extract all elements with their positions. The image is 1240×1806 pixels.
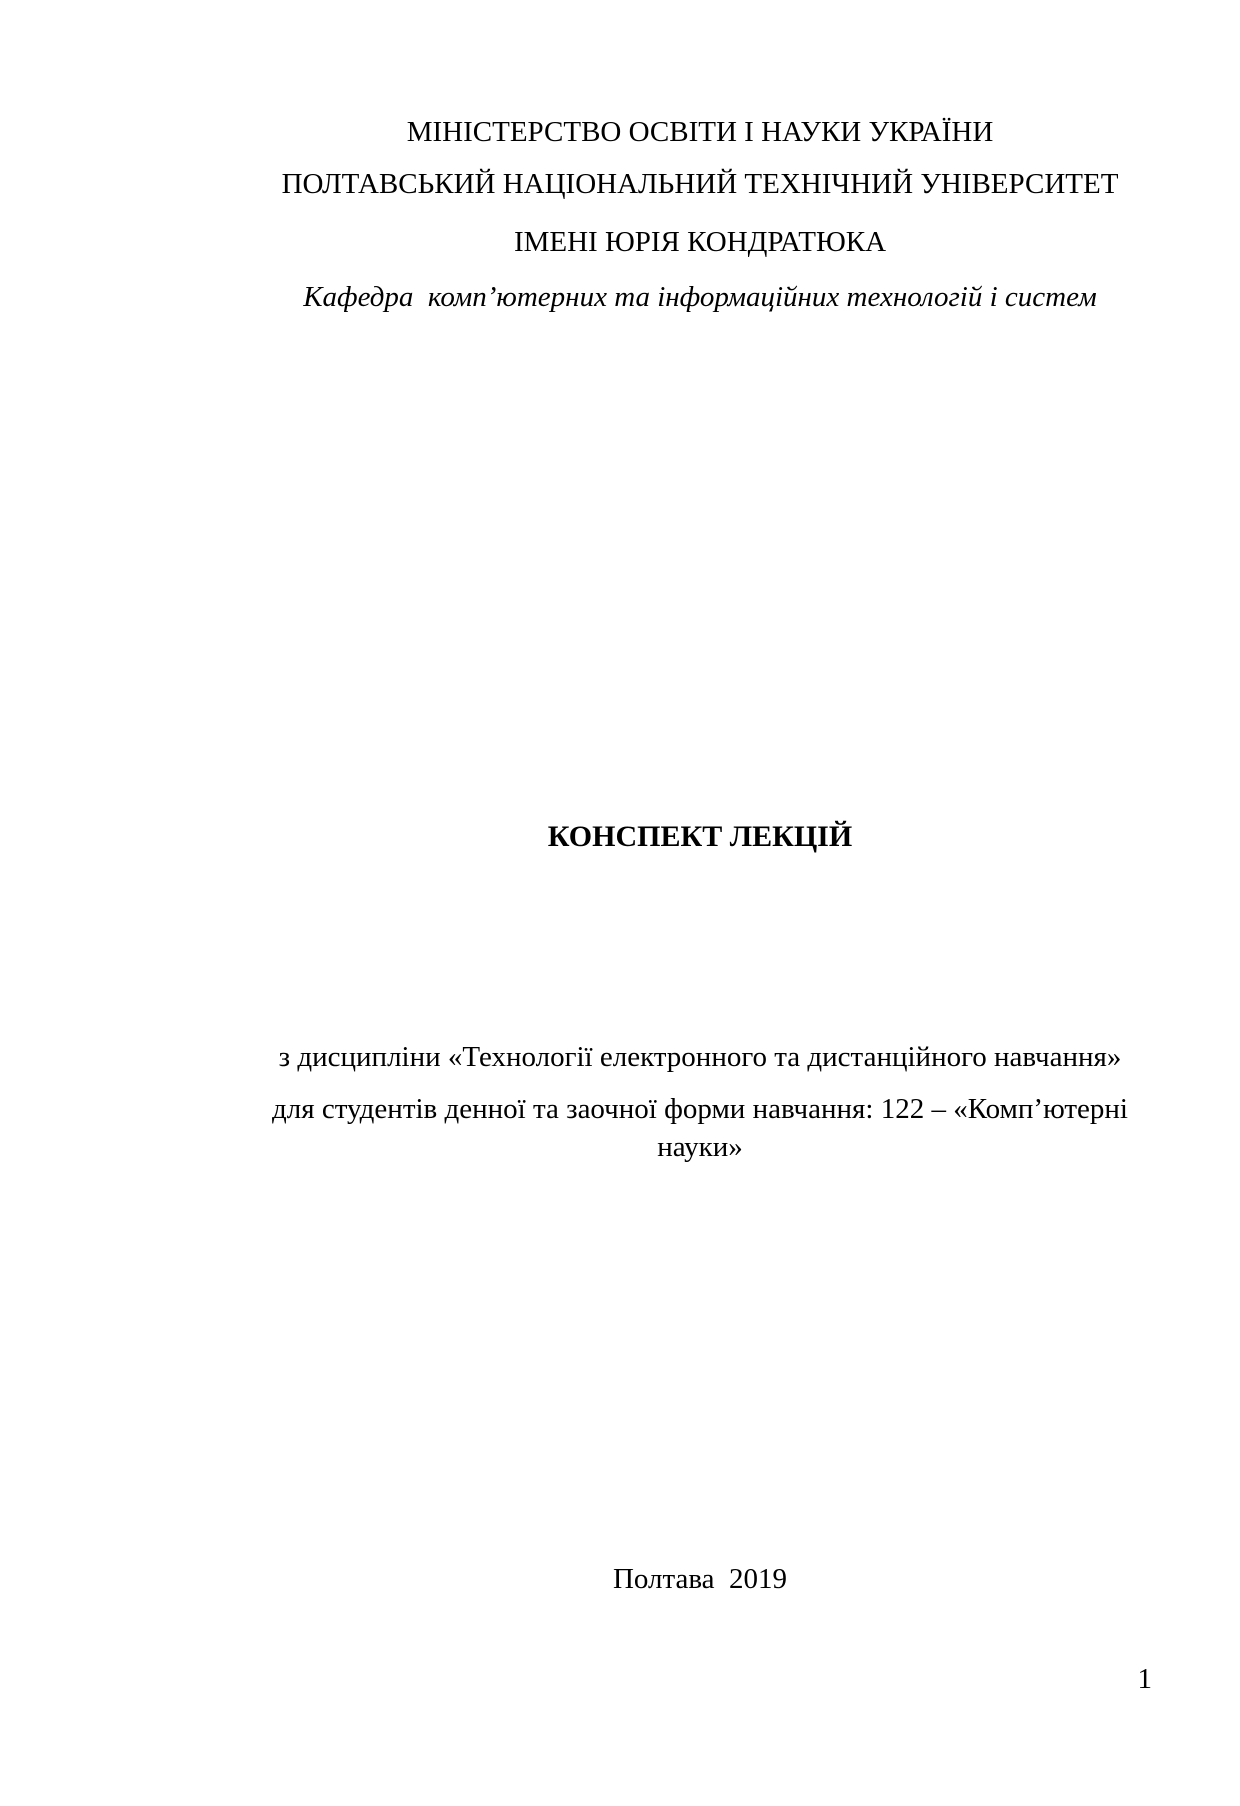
ministry-line: МІНІСТЕРСТВО ОСВІТИ І НАУКИ УКРАЇНИ: [406, 116, 994, 148]
imprint-city-year: Полтава 2019: [612, 1563, 788, 1595]
document-title: КОНСПЕКТ ЛЕКЦІЙ: [547, 820, 853, 853]
page-number: 1: [1137, 1663, 1152, 1695]
university-name-line-1: ПОЛТАВСЬКИЙ НАЦІОНАЛЬНИЙ ТЕХНІЧНИЙ УНІВЕРСИТЕТ: [281, 168, 1119, 200]
university-name-line-2: ІМЕНІ ЮРІЯ КОНДРАТЮКА: [513, 226, 887, 258]
department-line: Кафедра комп’ютерних та інформаційних технологій і систем: [303, 281, 1097, 313]
subtitle-audience-line-wrap: науки»: [657, 1131, 743, 1163]
subtitle-audience-line: для студентів денної та заочної форми навчання: 122 – «Комп’ютерні: [272, 1093, 1128, 1125]
subtitle-discipline-line: з дисципліни «Технології електронного та дистанційного навчання»: [278, 1041, 1122, 1073]
